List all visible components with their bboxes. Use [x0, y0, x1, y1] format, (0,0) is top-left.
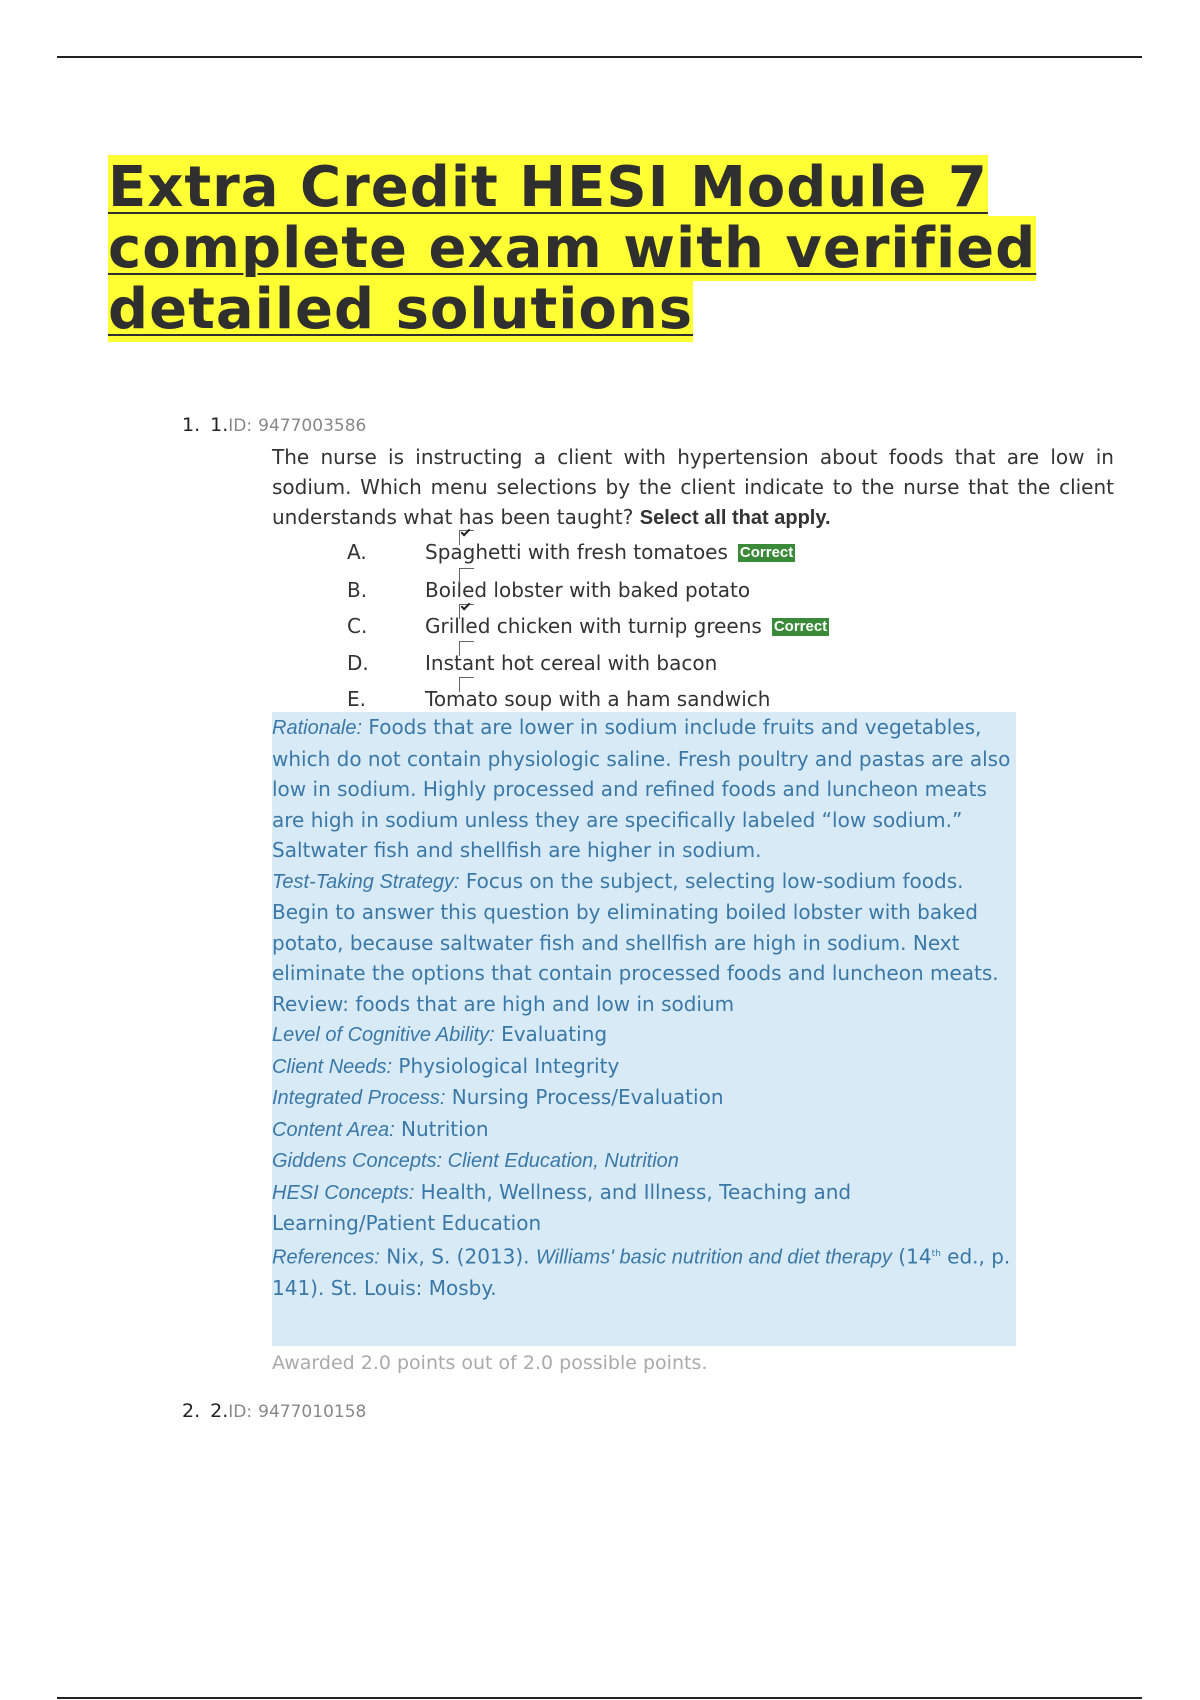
checkbox-unchecked-icon[interactable] [459, 641, 474, 656]
points-awarded: Awarded 2.0 points out of 2.0 possible points. [272, 1352, 708, 1374]
option-text: Spaghetti with fresh tomatoes [425, 540, 728, 564]
strategy-text: Focus on the subject, selecting low-sodium foods. Begin to answer this question by eliminating boiled lobster with baked potato, because saltwater fish and shellfish are high in sodium. Next eliminate the options that contain processed foods and luncheon meats. Review: foods that are high and low in sodium [272, 868, 999, 1016]
question-1-header [182, 414, 366, 436]
content-area [272, 1114, 1016, 1146]
giddens-text: Giddens Concepts: Client Education, Nutrition [272, 1150, 679, 1172]
references-author: Nix, S. (2013). [386, 1244, 530, 1269]
option-letter: A. [347, 540, 367, 564]
giddens-concepts [272, 1145, 1016, 1177]
question-number: 1. [210, 414, 229, 436]
cognitive-level [272, 1019, 1016, 1051]
cognitive-label: Level of Cognitive Ability: [272, 1024, 495, 1046]
references-tail: ed., p. 141). St. Louis: Mosby. [272, 1244, 1011, 1300]
question-id-label: ID: [228, 416, 253, 436]
client-needs-label: Client Needs: [272, 1055, 393, 1078]
question-id-label: ID: [228, 1402, 253, 1422]
option-letter: C. [347, 614, 368, 638]
references-label: References: [272, 1246, 380, 1269]
answer-option-e[interactable] [347, 684, 770, 714]
cognitive-value: Evaluating [501, 1022, 608, 1046]
integrated-process-label: Integrated Process: [272, 1087, 446, 1109]
hesi-value: Health, Wellness, and Illness, Teaching and Learning/Patient Education [272, 1179, 852, 1235]
question-list-number: 1. [182, 414, 201, 436]
option-letter: E. [347, 687, 366, 711]
references-superscript: th [931, 1248, 941, 1259]
references [272, 1239, 1016, 1304]
option-letter: D. [347, 651, 369, 675]
question-2-header [182, 1400, 366, 1422]
references-edition: (14 [898, 1244, 932, 1269]
question-id-value: 9477010158 [258, 1402, 367, 1422]
strategy-paragraph [272, 866, 1016, 1020]
answer-option-a[interactable] [347, 537, 795, 567]
option-text: Grilled chicken with turnip greens [425, 614, 762, 638]
rationale-paragraph [272, 712, 1016, 866]
client-needs [272, 1051, 1016, 1083]
checkbox-unchecked-icon[interactable] [459, 677, 474, 692]
integrated-process-value: Nursing Process/Evaluation [451, 1085, 724, 1109]
checkbox-checked-icon[interactable] [459, 530, 474, 545]
content-area-value: Nutrition [401, 1116, 489, 1141]
question-stem-text: The nurse is instructing a client with hypertension about foods that are low in sodium. Which menu selections by the client indicate to the nurse that the client understands what has been taught? [272, 445, 1114, 529]
content-area-label: Content Area: [272, 1118, 395, 1141]
hesi-concepts [272, 1177, 1016, 1239]
question-list-number: 2. [182, 1400, 201, 1422]
rationale-text: Foods that are lower in sodium include fruits and vegetables, which do not contain physiologic saline. Fresh poultry and pastas are also low in sodium. Highly processed and refined foods and luncheon meats are high in sodium unless they are specifically labeled “low sodium.” Saltwater fish and shellfish are higher in sodium. [272, 715, 1011, 862]
correct-badge: Correct [773, 618, 828, 635]
answer-option-c[interactable] [347, 611, 829, 641]
answer-option-d[interactable] [347, 648, 717, 678]
rationale-panel [272, 712, 1016, 1346]
option-letter: B. [347, 578, 368, 602]
rationale-label: Rationale: [272, 717, 363, 739]
question-stem [272, 442, 1114, 533]
integrated-process [272, 1082, 1016, 1114]
title-highlight: Extra Credit HESI Module 7 complete exam with verified detailed solutions [108, 155, 1037, 342]
strategy-label: Test-Taking Strategy: [272, 870, 460, 893]
references-book: Williams' basic nutrition and diet therapy [535, 1246, 892, 1269]
option-text: Boiled lobster with baked potato [425, 578, 751, 602]
correct-badge: Correct [739, 544, 794, 561]
answer-option-b[interactable] [347, 575, 750, 605]
option-text: Instant hot cereal with bacon [425, 651, 718, 675]
question-id-value: 9477003586 [258, 416, 367, 436]
top-rule [57, 56, 1142, 58]
document-title [108, 157, 1108, 340]
select-all-instruction: Select all that apply. [639, 507, 831, 529]
bottom-rule [57, 1697, 1142, 1699]
checkbox-unchecked-icon[interactable] [459, 568, 474, 583]
hesi-label: HESI Concepts: [272, 1181, 415, 1204]
option-text: Tomato soup with a ham sandwich [425, 687, 771, 711]
question-number: 2. [210, 1400, 229, 1422]
checkbox-checked-icon[interactable] [459, 604, 474, 619]
client-needs-value: Physiological Integrity [398, 1053, 620, 1078]
